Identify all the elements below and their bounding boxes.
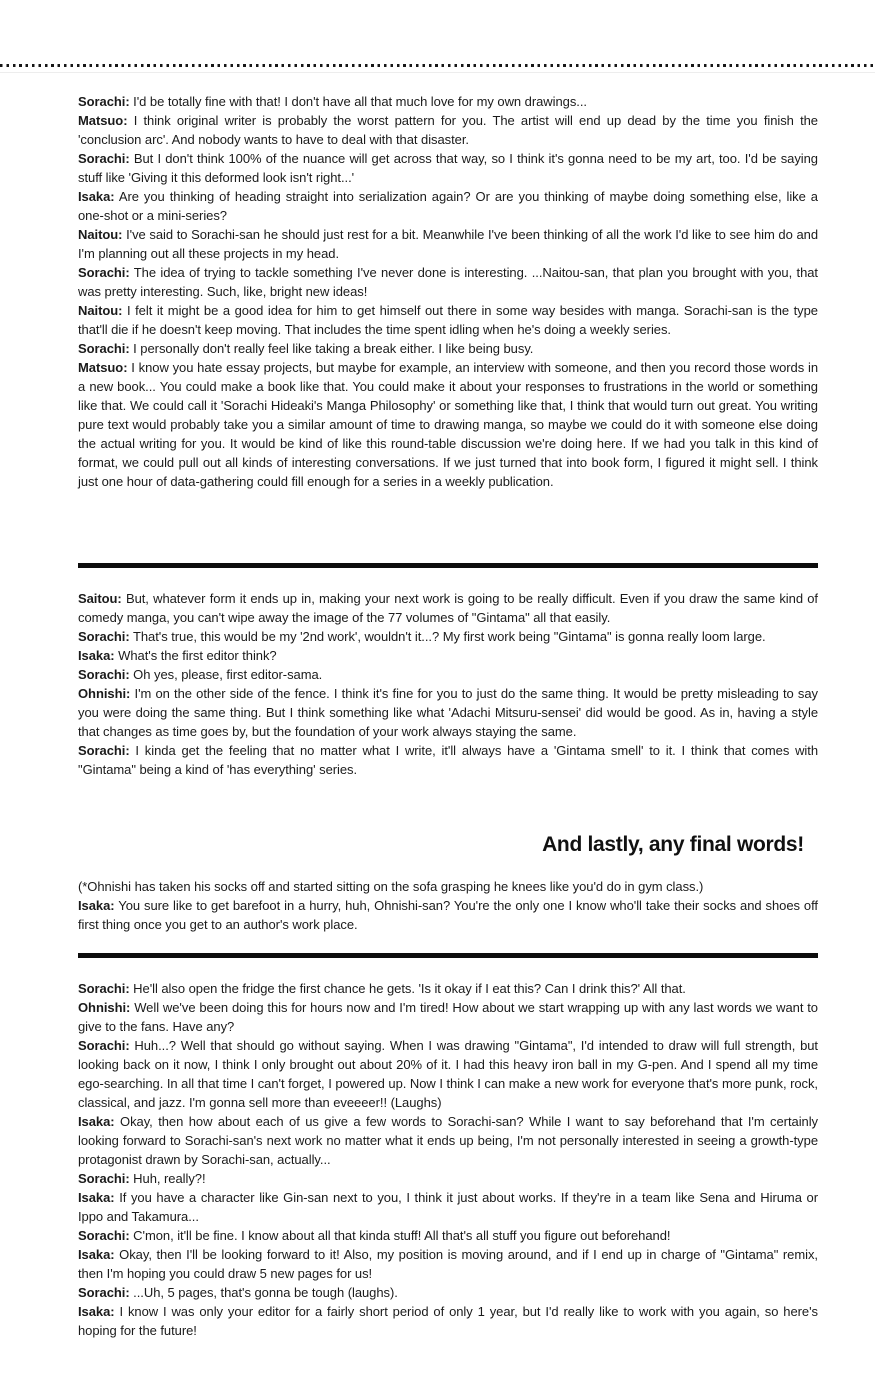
speaker-name: Isaka: xyxy=(78,1247,115,1262)
section-separator-rule-1 xyxy=(78,563,818,568)
transcript-section-2 xyxy=(78,589,818,779)
dialogue-paragraph: Sorachi: But I don't think 100% of the nuance will get across that way, so I think it's gonna need to be my art, too. I'd be saying stuff like 'Giving it this deformed look isn't right...' xyxy=(78,151,818,185)
dialogue-paragraph: Ohnishi: Well we've been doing this for hours now and I'm tired! How about we start wrapping up with any last words we want to give to the fans. Have any? xyxy=(78,1000,818,1034)
speaker-name: Sorachi: xyxy=(78,265,130,280)
speaker-name: Sorachi: xyxy=(78,981,130,996)
dialogue-paragraph: Sorachi: I'd be totally fine with that! I don't have all that much love for my own drawings... xyxy=(78,94,587,109)
dialogue-paragraph: Sorachi: Huh...? Well that should go without saying. When I was drawing "Gintama", I'd intended to draw will full strength, but looking back on it now, I think I only brought out about 20% of it. I had this heavy iron ball in my G-pen. And I spend all my time ego-searching. In all that time I can't forget, I powered up. Now I think I can make a new work for everyone that's more punk, rock, classical, and jazz. I'm gonna sell more than eveeeer!! (Laughs) xyxy=(78,1038,818,1110)
final-words-heading: And lastly, any final words! xyxy=(542,833,804,856)
transcript-section-1 xyxy=(78,92,818,491)
dialogue-paragraph: Sorachi: ...Uh, 5 pages, that's gonna be tough (laughs). xyxy=(78,1285,398,1300)
speaker-name: Sorachi: xyxy=(78,94,130,109)
dialogue-paragraph: Sorachi: I personally don't really feel like taking a break either. I like being busy. xyxy=(78,341,534,356)
speaker-name: Isaka: xyxy=(78,1114,115,1129)
speaker-name: Sorachi: xyxy=(78,629,130,644)
speaker-name: Isaka: xyxy=(78,898,115,913)
dialogue-paragraph: Sorachi: C'mon, it'll be fine. I know about all that kinda stuff! All that's all stuff you figure out beforehand! xyxy=(78,1228,671,1243)
dialogue-paragraph: Naitou: I've said to Sorachi-san he should just rest for a bit. Meanwhile I've been thinking of all the work I'd like to see him do and I'm planning out all these projects in my head. xyxy=(78,227,818,261)
dialogue-paragraph: Isaka: What's the first editor think? xyxy=(78,648,277,663)
dialogue-paragraph: Matsuo: I think original writer is probably the worst pattern for you. The artist will end up dead by the time you finish the 'conclusion arc'. And nobody wants to have to deal with that disaster. xyxy=(78,113,818,147)
dialogue-paragraph: Sorachi: I kinda get the feeling that no matter what I write, it'll always have a 'Gintama smell' to it. I think that comes with "Gintama" being a kind of 'has everything' series. xyxy=(78,743,818,777)
dialogue-paragraph: Isaka: If you have a character like Gin-san next to you, I think it just about works. If they're in a team like Sena and Hiruma or Ippo and Takamura... xyxy=(78,1190,818,1224)
speaker-name: Sorachi: xyxy=(78,1285,130,1300)
speaker-name: Isaka: xyxy=(78,1304,115,1319)
dialogue-paragraph: Ohnishi: I'm on the other side of the fence. I think it's fine for you to just do the same thing. It would be pretty misleading to say you were doing the same thing. But I think something like what 'Adachi Mitsuru-sensei' did would be good. As in, having a style that changes as time goes by, but the foundation of your work always staying the same. xyxy=(78,686,818,739)
dialogue-paragraph: Sorachi: Oh yes, please, first editor-sama. xyxy=(78,667,323,682)
dialogue-paragraph: Isaka: Are you thinking of heading straight into serialization again? Or are you thinking of maybe doing something else, like a one-shot or a mini-series? xyxy=(78,189,818,223)
dialogue-paragraph: Sorachi: The idea of trying to tackle something I've never done is interesting. ...Naitou-san, that plan you brought with you, that was pretty interesting. Such, like, bright new ideas! xyxy=(78,265,818,299)
speaker-name: Sorachi: xyxy=(78,151,130,166)
speaker-name: Ohnishi: xyxy=(78,1000,131,1015)
speaker-name: Saitou: xyxy=(78,591,122,606)
dialogue-paragraph: Sorachi: That's true, this would be my '2nd work', wouldn't it...? My first work being "Gintama" is gonna really loom large. xyxy=(78,629,766,644)
speaker-name: Sorachi: xyxy=(78,667,130,682)
dialogue-paragraph: Isaka: I know I was only your editor for a fairly short period of only 1 year, but I'd really like to work with you again, so here's hoping for the future! xyxy=(78,1304,818,1338)
speaker-name: Sorachi: xyxy=(78,1038,130,1053)
dotted-top-border xyxy=(0,64,875,67)
dialogue-paragraph: Matsuo: I know you hate essay projects, but maybe for example, an interview with someone, and then you record those words in a new book... You could make a book like that. You could make it about your responses to frustrations in the world or something like that. We could call it 'Sorachi Hideaki's Manga Philosophy' or something like that, I think that would turn out great. You writing pure text would probably take you a similar amount of time to drawing manga, so maybe we could do it with someone else doing the actual writing for you. It would be kind of like this round-table discussion we're doing here. If we had you talk in this kind of format, we could pull out all kinds of interesting conversations. If we just turned that into book form, I figured it might sell. I think just one hour of data-gathering could fill enough for a series in a weekly publication. xyxy=(78,360,818,489)
speaker-name: Isaka: xyxy=(78,648,115,663)
transcript-section-3 xyxy=(78,877,818,934)
speaker-name: Matsuo: xyxy=(78,113,128,128)
speaker-name: Isaka: xyxy=(78,189,115,204)
dialogue-paragraph: Naitou: I felt it might be a good idea for him to get himself out there in some way besides with manga. Sorachi-san is the type that'll die if he doesn't keep moving. That includes the time spent idling when he's doing a weekly series. xyxy=(78,303,818,337)
dialogue-paragraph: Isaka: You sure like to get barefoot in a hurry, huh, Ohnishi-san? You're the only one I know who'll take their socks and shoes off first thing once you get to an author's work place. xyxy=(78,898,818,932)
speaker-name: Naitou: xyxy=(78,303,123,318)
dialogue-paragraph: Saitou: But, whatever form it ends up in, making your next work is going to be really difficult. Even if you draw the same kind of comedy manga, you can't wipe away the image of the 77 volumes of "Gintama" all that easily. xyxy=(78,591,818,625)
speaker-name: Sorachi: xyxy=(78,1171,130,1186)
section-separator-rule-2 xyxy=(78,953,818,958)
speaker-name: Matsuo: xyxy=(78,360,128,375)
speaker-name: Naitou: xyxy=(78,227,123,242)
speaker-name: Sorachi: xyxy=(78,341,130,356)
dialogue-paragraph: Sorachi: Huh, really?! xyxy=(78,1171,206,1186)
speaker-name: Sorachi: xyxy=(78,743,130,758)
dialogue-paragraph: Isaka: Okay, then how about each of us give a few words to Sorachi-san? While I want to say beforehand that I'm certainly looking forward to Sorachi-san's next work no matter what it ends up being, I'm not personally interested in seeing a growth-type protagonist drawn by Sorachi-san, actually... xyxy=(78,1114,818,1167)
stage-note: (*Ohnishi has taken his socks off and started sitting on the sofa grasping he knees like you'd do in gym class.) xyxy=(78,879,704,894)
speaker-name: Sorachi: xyxy=(78,1228,130,1243)
speaker-name: Ohnishi: xyxy=(78,686,131,701)
transcript-section-4 xyxy=(78,979,818,1340)
speaker-name: Isaka: xyxy=(78,1190,115,1205)
dialogue-paragraph: Sorachi: He'll also open the fridge the first chance he gets. 'Is it okay if I eat this? Can I drink this?' All that. xyxy=(78,981,686,996)
dialogue-paragraph: Isaka: Okay, then I'll be looking forward to it! Also, my position is moving around, and if I end up in charge of "Gintama" remix, then I'm hoping you could draw 5 new pages for us! xyxy=(78,1247,818,1281)
faint-top-underline xyxy=(0,72,875,73)
